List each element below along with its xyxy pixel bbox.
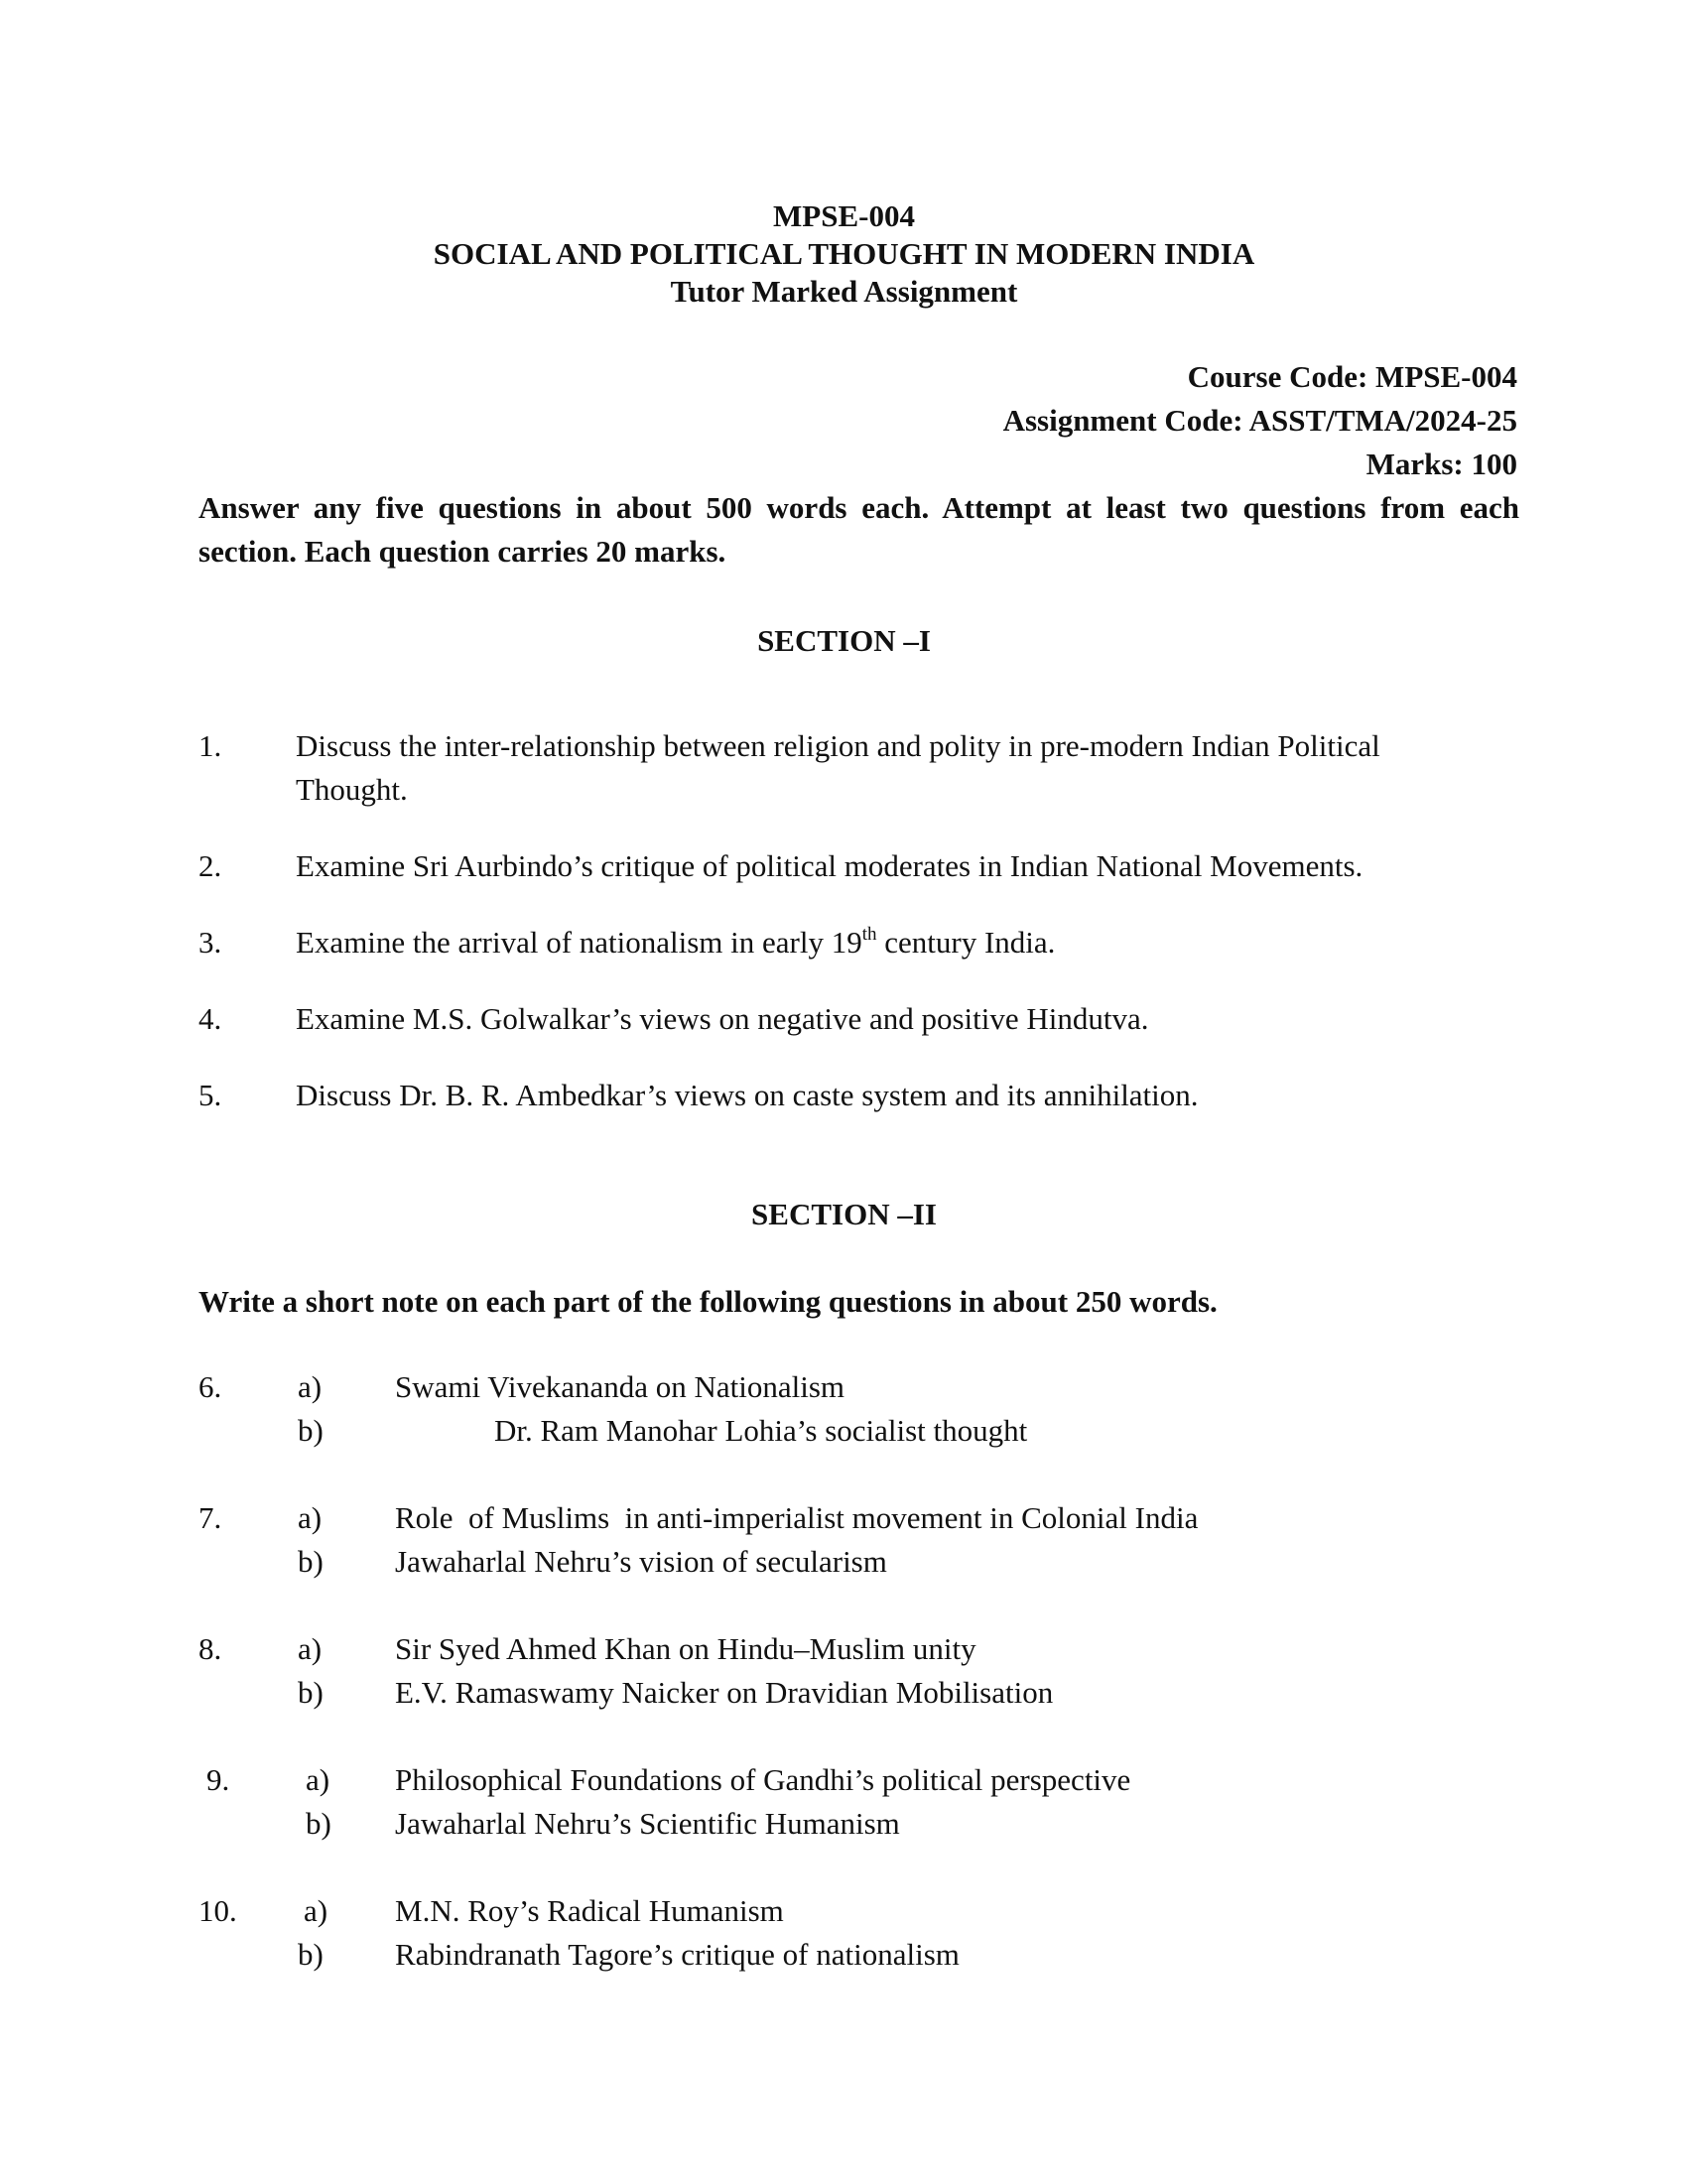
part-text: M.N. Roy’s Radical Humanism [395, 1893, 784, 1928]
question-text [296, 921, 1506, 964]
course-code-title: MPSE-004 [773, 198, 915, 233]
part-label: a) [306, 1762, 330, 1797]
question-text: Examine Sri Aurbindo’s critique of political moderates in Indian National Movements. [296, 848, 1363, 883]
instructions-line-2: section. Each question carries 20 marks. [198, 534, 726, 569]
part-label: a) [304, 1893, 328, 1928]
question-number: 1. [198, 728, 222, 763]
section-2-title: SECTION –II [751, 1197, 937, 1231]
question-number: 9. [206, 1762, 230, 1797]
part-text: Sir Syed Ahmed Khan on Hindu–Muslim unity [395, 1631, 976, 1666]
part-label: b) [298, 1675, 324, 1710]
course-title: SOCIAL AND POLITICAL THOUGHT IN MODERN INDIA [433, 236, 1255, 271]
part-text: Swami Vivekananda on Nationalism [395, 1369, 845, 1404]
assignment-type: Tutor Marked Assignment [670, 274, 1018, 309]
question-number: 6. [198, 1369, 222, 1404]
part-text: Dr. Ram Manohar Lohia’s socialist thought [494, 1413, 1028, 1448]
question-text: Examine M.S. Golwalkar’s views on negative and positive Hindutva. [296, 1001, 1149, 1036]
marks-line: Marks: 100 [1365, 447, 1517, 481]
assignment-code-line: Assignment Code: ASST/TMA/2024-25 [1002, 403, 1517, 438]
ordinal-superscript: th [861, 923, 877, 945]
question-number: 8. [198, 1631, 222, 1666]
section-1-title: SECTION –I [757, 623, 931, 658]
course-code-line: Course Code: MPSE-004 [1187, 359, 1517, 394]
part-text: Rabindranath Tagore’s critique of nationalism [395, 1937, 960, 1972]
part-label: a) [298, 1500, 323, 1535]
question-text-line-1: Discuss the inter-relationship between religion and polity in pre-modern Indian Political [296, 728, 1380, 763]
part-text: E.V. Ramaswamy Naicker on Dravidian Mobilisation [395, 1675, 1054, 1710]
part-label: b) [298, 1413, 324, 1448]
question-number: 5. [198, 1078, 222, 1112]
instructions [198, 486, 1519, 574]
question-text: Discuss Dr. B. R. Ambedkar’s views on caste system and its annihilation. [296, 1078, 1199, 1112]
section-2-instruction: Write a short note on each part of the following questions in about 250 words. [198, 1284, 1218, 1319]
part-label: b) [298, 1937, 324, 1972]
part-text: Philosophical Foundations of Gandhi’s political perspective [395, 1762, 1131, 1797]
question-number: 10. [198, 1893, 237, 1928]
question-number: 7. [198, 1500, 222, 1535]
instructions-line-1: Answer any five questions in about 500 words each. Attempt at least two questions from each [198, 490, 1519, 525]
part-label: b) [306, 1806, 331, 1841]
question-number: 2. [198, 848, 222, 883]
part-text: Role of Muslims in anti-imperialist movement in Colonial India [395, 1500, 1199, 1535]
question-text-line-2: Thought. [296, 772, 408, 807]
question-number: 3. [198, 925, 222, 960]
question-text [296, 724, 1506, 812]
part-label: a) [298, 1369, 323, 1404]
part-text: Jawaharlal Nehru’s Scientific Humanism [395, 1806, 900, 1841]
part-label: a) [298, 1631, 323, 1666]
part-text: Jawaharlal Nehru’s vision of secularism [395, 1544, 887, 1579]
question-number: 4. [198, 1001, 222, 1036]
part-label: b) [298, 1544, 324, 1579]
question-text-part: Examine the arrival of nationalism in early 19 [296, 925, 862, 960]
question-text-part: century India. [876, 925, 1056, 960]
